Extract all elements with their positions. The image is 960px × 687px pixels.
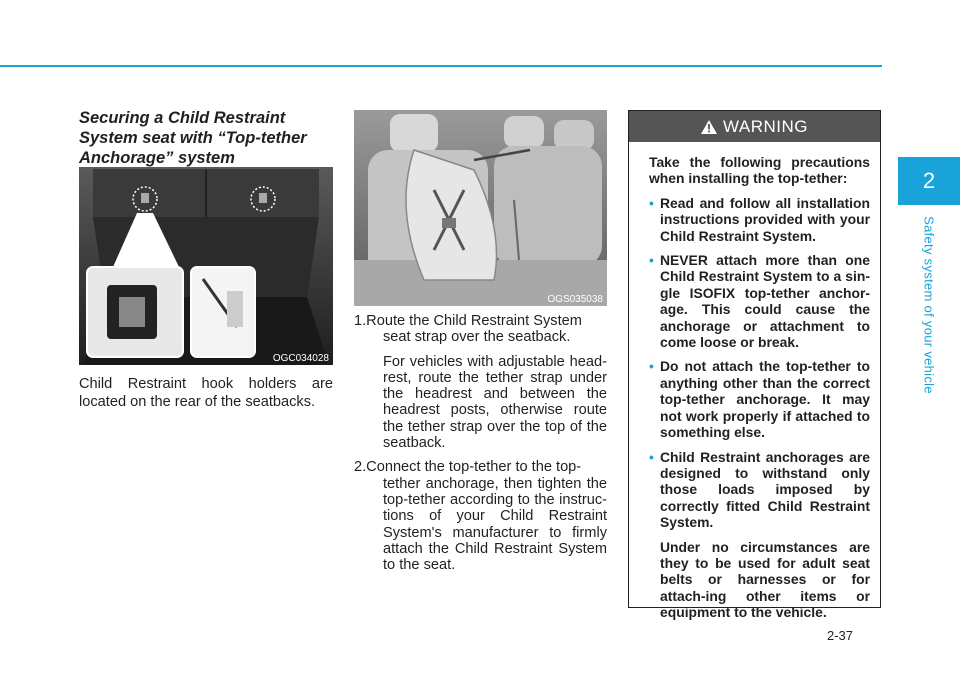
bullet-icon: • (649, 194, 654, 211)
cargo-area-photo (79, 167, 333, 365)
warning-box (628, 110, 881, 621)
warning-sub-paragraph: Under no circumstances are they to be used for adult seat belts or harnesses or for attach-ing other items or equipment to the vehicle. (660, 538, 870, 621)
warning-item (649, 358, 870, 440)
warning-item-text: Do not attach the top-tether to anything other than the correct top-tether anchorage. It may not work properly if attached to something else. (660, 358, 870, 441)
intro-paragraph: Child Restraint hook holders are located on the rear of the seatbacks. (79, 376, 333, 410)
instruction-steps (354, 313, 607, 575)
warning-intro: Take the following precautions when installing the top-tether: (649, 154, 870, 187)
warning-header (629, 111, 880, 142)
section-title: Securing a Child Restraint System seat with “Top-tether Anchorage” system (79, 109, 307, 167)
warning-item (649, 252, 870, 350)
warning-header-label: WARNING (722, 116, 809, 136)
warning-item-text: NEVER attach more than one Child Restraint System to a sin-gle ISOFIX top-tether anchor-age. This could cause the anchorage or attachment to come loose or break. (660, 252, 870, 351)
page-number: 2-37 (827, 628, 854, 643)
step-2-continuation: tether anchorage, then tighten the top-tether according to the instruc-tions of your Child Restraint System's manufacturer to firmly attach the Child Restraint System to the seat. (383, 475, 607, 574)
cargo-area-illustration (79, 167, 333, 365)
header-rule (0, 65, 882, 67)
bullet-icon: • (649, 252, 654, 269)
warning-item-text: Read and follow all installation instructions provided with your Child Restraint System. (660, 194, 870, 244)
step-1-continuation: seat strap over the seatback. (383, 329, 571, 346)
step-2-first-line: 2.Connect the top-tether to the top- (354, 459, 582, 476)
step-2 (354, 459, 607, 573)
warning-item (649, 195, 870, 244)
step-1 (354, 313, 607, 451)
image-code-2: OGS035038 (547, 294, 603, 305)
warning-item (649, 449, 870, 621)
warning-item-text: Child Restraint anchorages are designed to withstand only those loads imposed by correctly fitted Child Restraint System. (660, 448, 870, 531)
image-code-1: OGC034028 (272, 353, 329, 364)
chapter-number-tab: 2 (898, 157, 960, 205)
step-1-first-line: 1.Route the Child Restraint System (354, 313, 582, 329)
chapter-title: Safety system of your vehicle (921, 216, 937, 394)
child-seat-photo (354, 110, 607, 306)
child-seat-illustration (354, 110, 607, 306)
bullet-icon: • (649, 358, 654, 375)
warning-triangle-icon (701, 120, 717, 134)
warning-body (629, 142, 880, 621)
bullet-icon: • (649, 448, 654, 465)
step-1-headrest-note: For vehicles with adjustable head-rest, route the tether strap under the headrest and between the headrest posts, otherwise route the tether strap over the top of the seatback. (383, 353, 607, 452)
